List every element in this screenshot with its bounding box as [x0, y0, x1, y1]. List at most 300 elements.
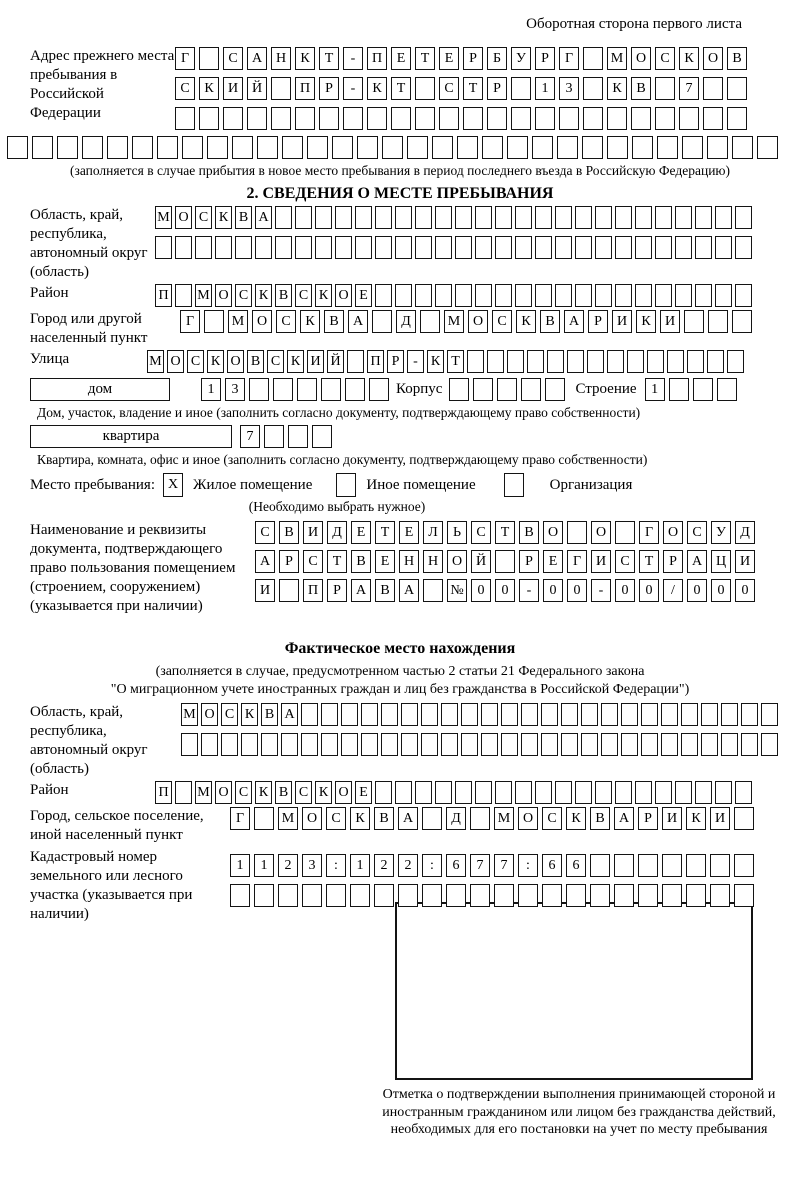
char-cell[interactable]: Е	[351, 521, 371, 544]
char-cell[interactable]	[254, 884, 274, 907]
char-cell[interactable]	[345, 378, 365, 401]
char-cell[interactable]	[735, 236, 752, 259]
char-cell[interactable]	[391, 107, 411, 130]
char-cell[interactable]	[708, 310, 728, 333]
char-cell[interactable]: А	[351, 579, 371, 602]
char-cell[interactable]	[420, 310, 440, 333]
char-cell[interactable]: И	[303, 521, 323, 544]
char-cell[interactable]: М	[181, 703, 198, 726]
char-cell[interactable]	[182, 136, 203, 159]
char-cell[interactable]	[682, 136, 703, 159]
char-cell[interactable]: Р	[327, 579, 347, 602]
char-cell[interactable]	[367, 107, 387, 130]
char-cell[interactable]: 6	[446, 854, 466, 877]
char-cell[interactable]	[615, 284, 632, 307]
char-cell[interactable]: Д	[396, 310, 416, 333]
char-cell[interactable]: В	[631, 77, 651, 100]
char-cell[interactable]: Т	[639, 550, 659, 573]
char-cell[interactable]	[395, 236, 412, 259]
char-cell[interactable]: П	[367, 350, 384, 373]
char-cell[interactable]: 0	[639, 579, 659, 602]
char-cell[interactable]	[432, 136, 453, 159]
char-cell[interactable]: Т	[327, 550, 347, 573]
char-cell[interactable]	[255, 236, 272, 259]
char-cell[interactable]	[382, 136, 403, 159]
char-cell[interactable]	[615, 206, 632, 229]
char-cell[interactable]	[495, 236, 512, 259]
char-cell[interactable]	[561, 733, 578, 756]
char-cell[interactable]	[541, 703, 558, 726]
char-cell[interactable]	[455, 781, 472, 804]
char-cell[interactable]	[631, 107, 651, 130]
char-cell[interactable]: В	[351, 550, 371, 573]
char-cell[interactable]	[583, 77, 603, 100]
char-cell[interactable]: С	[492, 310, 512, 333]
char-cell[interactable]	[638, 854, 658, 877]
char-cell[interactable]	[561, 703, 578, 726]
char-cell[interactable]	[595, 781, 612, 804]
char-cell[interactable]	[199, 107, 219, 130]
char-cell[interactable]	[401, 733, 418, 756]
char-cell[interactable]: В	[727, 47, 747, 70]
char-cell[interactable]: С	[276, 310, 296, 333]
char-cell[interactable]	[326, 884, 346, 907]
char-cell[interactable]: А	[255, 550, 275, 573]
char-cell[interactable]	[511, 77, 531, 100]
char-cell[interactable]: С	[542, 807, 562, 830]
char-cell[interactable]: Т	[463, 77, 483, 100]
char-cell[interactable]	[507, 350, 524, 373]
char-cell[interactable]: /	[663, 579, 683, 602]
char-cell[interactable]	[595, 236, 612, 259]
char-cell[interactable]	[595, 206, 612, 229]
char-cell[interactable]	[638, 884, 658, 907]
char-cell[interactable]	[684, 310, 704, 333]
char-cell[interactable]: С	[235, 781, 252, 804]
char-cell[interactable]	[583, 107, 603, 130]
char-cell[interactable]	[355, 206, 372, 229]
char-cell[interactable]	[195, 236, 212, 259]
char-cell[interactable]: Г	[639, 521, 659, 544]
char-cell[interactable]	[375, 236, 392, 259]
char-cell[interactable]	[475, 206, 492, 229]
char-cell[interactable]: К	[636, 310, 656, 333]
char-cell[interactable]: А	[348, 310, 368, 333]
char-cell[interactable]	[515, 781, 532, 804]
char-cell[interactable]	[207, 136, 228, 159]
char-cell[interactable]	[281, 733, 298, 756]
char-cell[interactable]: К	[607, 77, 627, 100]
char-cell[interactable]: М	[195, 781, 212, 804]
char-cell[interactable]: К	[287, 350, 304, 373]
char-cell[interactable]: В	[279, 521, 299, 544]
char-cell[interactable]: Р	[463, 47, 483, 70]
char-cell[interactable]	[695, 236, 712, 259]
char-cell[interactable]	[614, 884, 634, 907]
char-cell[interactable]	[315, 206, 332, 229]
char-cell[interactable]	[575, 236, 592, 259]
char-cell[interactable]	[257, 136, 278, 159]
char-cell[interactable]	[271, 107, 291, 130]
char-cell[interactable]	[415, 107, 435, 130]
char-cell[interactable]	[635, 236, 652, 259]
char-cell[interactable]: Р	[588, 310, 608, 333]
char-cell[interactable]: К	[315, 284, 332, 307]
char-cell[interactable]: 1	[254, 854, 274, 877]
char-cell[interactable]	[741, 703, 758, 726]
char-cell[interactable]	[717, 378, 737, 401]
char-cell[interactable]	[155, 236, 172, 259]
char-cell[interactable]	[297, 378, 317, 401]
char-cell[interactable]	[407, 136, 428, 159]
char-cell[interactable]	[441, 703, 458, 726]
char-cell[interactable]: Б	[487, 47, 507, 70]
char-cell[interactable]: Т	[415, 47, 435, 70]
char-cell[interactable]	[319, 107, 339, 130]
char-cell[interactable]	[421, 733, 438, 756]
char-cell[interactable]: 1	[201, 378, 221, 401]
char-cell[interactable]	[641, 703, 658, 726]
char-cell[interactable]	[395, 284, 412, 307]
char-cell[interactable]: О	[703, 47, 723, 70]
char-cell[interactable]	[350, 884, 370, 907]
char-cell[interactable]	[757, 136, 778, 159]
char-cell[interactable]: Г	[175, 47, 195, 70]
char-cell[interactable]	[703, 107, 723, 130]
char-cell[interactable]	[741, 733, 758, 756]
char-cell[interactable]	[497, 378, 517, 401]
char-cell[interactable]: О	[252, 310, 272, 333]
char-cell[interactable]	[662, 854, 682, 877]
char-cell[interactable]	[361, 733, 378, 756]
char-cell[interactable]: В	[540, 310, 560, 333]
char-cell[interactable]	[475, 236, 492, 259]
char-cell[interactable]	[470, 884, 490, 907]
char-cell[interactable]: К	[686, 807, 706, 830]
char-cell[interactable]	[230, 884, 250, 907]
char-cell[interactable]	[487, 350, 504, 373]
char-cell[interactable]	[647, 350, 664, 373]
char-cell[interactable]: №	[447, 579, 467, 602]
char-cell[interactable]: О	[468, 310, 488, 333]
char-cell[interactable]: 2	[374, 854, 394, 877]
char-cell[interactable]	[494, 884, 514, 907]
char-cell[interactable]	[32, 136, 53, 159]
char-cell[interactable]: 0	[471, 579, 491, 602]
char-cell[interactable]: Р	[387, 350, 404, 373]
char-cell[interactable]	[735, 206, 752, 229]
char-cell[interactable]	[615, 781, 632, 804]
char-cell[interactable]	[455, 284, 472, 307]
char-cell[interactable]	[621, 703, 638, 726]
char-cell[interactable]	[555, 284, 572, 307]
char-cell[interactable]: П	[367, 47, 387, 70]
char-cell[interactable]	[361, 703, 378, 726]
char-cell[interactable]	[607, 136, 628, 159]
char-cell[interactable]: Р	[319, 77, 339, 100]
char-cell[interactable]: К	[350, 807, 370, 830]
char-cell[interactable]	[615, 521, 635, 544]
char-cell[interactable]: К	[255, 781, 272, 804]
char-cell[interactable]	[662, 884, 682, 907]
char-cell[interactable]	[590, 854, 610, 877]
char-cell[interactable]	[557, 136, 578, 159]
char-cell[interactable]	[107, 136, 128, 159]
char-cell[interactable]	[455, 236, 472, 259]
char-cell[interactable]	[235, 236, 252, 259]
char-cell[interactable]	[279, 579, 299, 602]
char-cell[interactable]: У	[711, 521, 731, 544]
char-cell[interactable]	[273, 378, 293, 401]
char-cell[interactable]: О	[215, 781, 232, 804]
char-cell[interactable]	[601, 703, 618, 726]
char-cell[interactable]: В	[275, 781, 292, 804]
char-cell[interactable]: -	[519, 579, 539, 602]
char-cell[interactable]: А	[281, 703, 298, 726]
char-cell[interactable]: 6	[542, 854, 562, 877]
char-cell[interactable]: 2	[278, 854, 298, 877]
char-cell[interactable]: П	[295, 77, 315, 100]
char-cell[interactable]	[301, 733, 318, 756]
char-cell[interactable]	[132, 136, 153, 159]
stay-option-checkbox-organization[interactable]	[504, 473, 524, 497]
char-cell[interactable]: О	[631, 47, 651, 70]
char-cell[interactable]: М	[444, 310, 464, 333]
char-cell[interactable]	[470, 807, 490, 830]
char-cell[interactable]: 6	[566, 854, 586, 877]
char-cell[interactable]: И	[591, 550, 611, 573]
char-cell[interactable]: 2	[398, 854, 418, 877]
char-cell[interactable]	[715, 206, 732, 229]
char-cell[interactable]	[307, 136, 328, 159]
char-cell[interactable]: И	[612, 310, 632, 333]
char-cell[interactable]	[715, 781, 732, 804]
char-cell[interactable]	[655, 781, 672, 804]
char-cell[interactable]	[495, 206, 512, 229]
char-cell[interactable]	[518, 884, 538, 907]
char-cell[interactable]: С	[187, 350, 204, 373]
char-cell[interactable]	[435, 236, 452, 259]
char-cell[interactable]: Ь	[447, 521, 467, 544]
char-cell[interactable]: П	[155, 284, 172, 307]
char-cell[interactable]: И	[710, 807, 730, 830]
char-cell[interactable]: В	[275, 284, 292, 307]
char-cell[interactable]: Й	[247, 77, 267, 100]
char-cell[interactable]: А	[687, 550, 707, 573]
char-cell[interactable]: 1	[350, 854, 370, 877]
char-cell[interactable]: 0	[615, 579, 635, 602]
char-cell[interactable]: К	[300, 310, 320, 333]
stay-option-checkbox-other[interactable]	[336, 473, 356, 497]
char-cell[interactable]	[288, 425, 308, 448]
char-cell[interactable]	[315, 236, 332, 259]
char-cell[interactable]: И	[660, 310, 680, 333]
char-cell[interactable]	[495, 781, 512, 804]
char-cell[interactable]	[715, 284, 732, 307]
char-cell[interactable]: И	[255, 579, 275, 602]
char-cell[interactable]	[249, 378, 269, 401]
char-cell[interactable]	[590, 884, 610, 907]
char-cell[interactable]	[395, 206, 412, 229]
char-cell[interactable]	[695, 206, 712, 229]
char-cell[interactable]: Е	[375, 550, 395, 573]
char-cell[interactable]: У	[511, 47, 531, 70]
char-cell[interactable]	[587, 350, 604, 373]
char-cell[interactable]	[515, 236, 532, 259]
char-cell[interactable]: 1	[535, 77, 555, 100]
char-cell[interactable]	[703, 77, 723, 100]
char-cell[interactable]: Л	[423, 521, 443, 544]
char-cell[interactable]: Д	[327, 521, 347, 544]
char-cell[interactable]	[422, 807, 442, 830]
char-cell[interactable]: Д	[446, 807, 466, 830]
char-cell[interactable]	[727, 107, 747, 130]
char-cell[interactable]	[727, 350, 744, 373]
char-cell[interactable]: А	[398, 807, 418, 830]
char-cell[interactable]	[467, 350, 484, 373]
char-cell[interactable]: Е	[399, 521, 419, 544]
char-cell[interactable]	[627, 350, 644, 373]
char-cell[interactable]	[254, 807, 274, 830]
char-cell[interactable]: -	[343, 47, 363, 70]
char-cell[interactable]	[415, 284, 432, 307]
char-cell[interactable]: К	[679, 47, 699, 70]
char-cell[interactable]: А	[564, 310, 584, 333]
char-cell[interactable]	[264, 425, 284, 448]
char-cell[interactable]: С	[195, 206, 212, 229]
char-cell[interactable]	[614, 854, 634, 877]
char-cell[interactable]: С	[223, 47, 243, 70]
char-cell[interactable]	[375, 284, 392, 307]
char-cell[interactable]	[415, 781, 432, 804]
char-cell[interactable]	[398, 884, 418, 907]
char-cell[interactable]: Г	[567, 550, 587, 573]
char-cell[interactable]: :	[326, 854, 346, 877]
char-cell[interactable]: С	[303, 550, 323, 573]
char-cell[interactable]: И	[735, 550, 755, 573]
char-cell[interactable]	[732, 136, 753, 159]
char-cell[interactable]	[535, 107, 555, 130]
char-cell[interactable]	[734, 807, 754, 830]
char-cell[interactable]: О	[543, 521, 563, 544]
char-cell[interactable]	[372, 310, 392, 333]
char-cell[interactable]: Т	[375, 521, 395, 544]
char-cell[interactable]	[415, 236, 432, 259]
char-cell[interactable]: М	[278, 807, 298, 830]
char-cell[interactable]	[473, 378, 493, 401]
char-cell[interactable]	[566, 884, 586, 907]
char-cell[interactable]	[583, 47, 603, 70]
char-cell[interactable]	[555, 236, 572, 259]
char-cell[interactable]	[732, 310, 752, 333]
char-cell[interactable]	[341, 703, 358, 726]
char-cell[interactable]	[481, 703, 498, 726]
char-cell[interactable]	[215, 236, 232, 259]
char-cell[interactable]	[175, 236, 192, 259]
char-cell[interactable]	[343, 107, 363, 130]
char-cell[interactable]	[395, 781, 412, 804]
char-cell[interactable]	[701, 703, 718, 726]
char-cell[interactable]: С	[221, 703, 238, 726]
char-cell[interactable]	[575, 284, 592, 307]
char-cell[interactable]: К	[215, 206, 232, 229]
char-cell[interactable]	[421, 703, 438, 726]
char-cell[interactable]: Е	[355, 781, 372, 804]
char-cell[interactable]	[282, 136, 303, 159]
char-cell[interactable]: А	[255, 206, 272, 229]
char-cell[interactable]	[302, 884, 322, 907]
char-cell[interactable]	[541, 733, 558, 756]
char-cell[interactable]: :	[422, 854, 442, 877]
char-cell[interactable]: К	[516, 310, 536, 333]
char-cell[interactable]: С	[655, 47, 675, 70]
char-cell[interactable]: 0	[735, 579, 755, 602]
char-cell[interactable]	[607, 350, 624, 373]
char-cell[interactable]	[381, 703, 398, 726]
char-cell[interactable]: Н	[271, 47, 291, 70]
char-cell[interactable]: 0	[495, 579, 515, 602]
char-cell[interactable]: Ц	[711, 550, 731, 573]
char-cell[interactable]	[461, 703, 478, 726]
char-cell[interactable]	[449, 378, 469, 401]
char-cell[interactable]	[710, 854, 730, 877]
char-cell[interactable]: Т	[447, 350, 464, 373]
char-cell[interactable]: С	[295, 284, 312, 307]
char-cell[interactable]: -	[591, 579, 611, 602]
char-cell[interactable]	[675, 206, 692, 229]
char-cell[interactable]	[661, 703, 678, 726]
char-cell[interactable]	[357, 136, 378, 159]
char-cell[interactable]: К	[199, 77, 219, 100]
char-cell[interactable]: С	[326, 807, 346, 830]
char-cell[interactable]: 1	[645, 378, 665, 401]
char-cell[interactable]: 7	[240, 425, 260, 448]
char-cell[interactable]: В	[374, 807, 394, 830]
char-cell[interactable]: О	[335, 781, 352, 804]
char-cell[interactable]	[321, 733, 338, 756]
char-cell[interactable]: С	[175, 77, 195, 100]
char-cell[interactable]	[675, 781, 692, 804]
char-cell[interactable]: И	[662, 807, 682, 830]
char-cell[interactable]: В	[235, 206, 252, 229]
char-cell[interactable]: Е	[439, 47, 459, 70]
char-cell[interactable]	[487, 107, 507, 130]
char-cell[interactable]	[575, 781, 592, 804]
apartment-box[interactable]: квартира	[30, 425, 232, 448]
char-cell[interactable]: Т	[495, 521, 515, 544]
char-cell[interactable]	[435, 781, 452, 804]
char-cell[interactable]: 3	[302, 854, 322, 877]
char-cell[interactable]: Р	[487, 77, 507, 100]
char-cell[interactable]: В	[375, 579, 395, 602]
char-cell[interactable]	[761, 703, 778, 726]
char-cell[interactable]	[655, 236, 672, 259]
char-cell[interactable]: К	[315, 781, 332, 804]
char-cell[interactable]	[710, 884, 730, 907]
char-cell[interactable]	[181, 733, 198, 756]
char-cell[interactable]: Н	[423, 550, 443, 573]
char-cell[interactable]	[635, 284, 652, 307]
char-cell[interactable]	[695, 781, 712, 804]
char-cell[interactable]	[175, 781, 192, 804]
char-cell[interactable]	[381, 733, 398, 756]
char-cell[interactable]	[355, 236, 372, 259]
char-cell[interactable]: 0	[687, 579, 707, 602]
char-cell[interactable]	[435, 206, 452, 229]
char-cell[interactable]	[278, 884, 298, 907]
char-cell[interactable]: В	[519, 521, 539, 544]
stay-option-checkbox-residential[interactable]: X	[163, 473, 183, 497]
